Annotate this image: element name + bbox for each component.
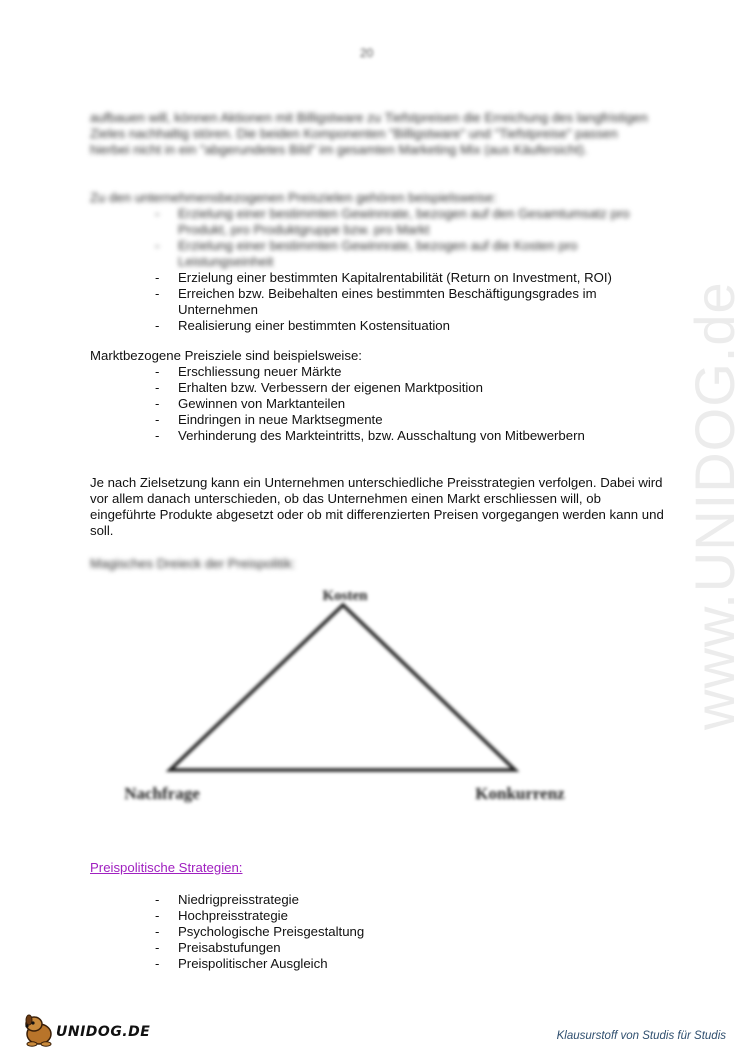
list-item bbox=[155, 956, 675, 972]
list-item bbox=[155, 908, 675, 924]
bullet-dash: - bbox=[155, 428, 160, 443]
bullet-dash: - bbox=[155, 286, 160, 301]
strategy-paragraph: Je nach Zielsetzung kann ein Unternehmen unterschiedliche Preisstrategien verfolgen. Dabei wird vor allem danach unterschieden, ob das Unternehmen einen Markt erschliessen will, ob eingeführte Produkte abgesetzt oder ob mit differenzierten Preisen vorgegangen werden kann und soll. bbox=[90, 475, 664, 538]
bullet-dash: - bbox=[155, 908, 160, 923]
list-item-text: Psychologische Preisgestaltung bbox=[178, 924, 365, 939]
list-item-text: Erzielung einer bestimmten Kapitalrentabilität (Return on Investment, ROI) bbox=[178, 270, 612, 285]
market-goals-heading: Marktbezogene Preisziele sind beispielsweise: bbox=[90, 348, 362, 363]
left-vertex-label: Nachfrage bbox=[124, 784, 200, 803]
list-item-text: Verhinderung des Markteintritts, bzw. Ausschaltung von Mitbewerbern bbox=[178, 428, 585, 443]
list-item bbox=[155, 238, 675, 270]
logo-text: UNIDOG.DE bbox=[56, 1024, 151, 1040]
list-item bbox=[155, 940, 675, 956]
list-item-text: Preisabstufungen bbox=[178, 940, 281, 955]
bullet-dash: - bbox=[155, 956, 160, 971]
triangle-shape bbox=[170, 605, 515, 770]
list-item-text: Niedrigpreisstrategie bbox=[178, 892, 299, 907]
list-item bbox=[155, 412, 675, 428]
bullet-dash: - bbox=[155, 924, 160, 939]
bullet-dash: - bbox=[155, 892, 160, 907]
company-goals-heading: Zu den unternehmensbezogenen Preiszielen gehören beispielsweise: bbox=[90, 190, 497, 205]
list-item bbox=[155, 270, 675, 286]
list-item-text: Erhalten bzw. Verbessern der eigenen Marktposition bbox=[178, 380, 483, 395]
watermark: www.UNIDOG.de bbox=[683, 281, 746, 730]
bullet-dash: - bbox=[155, 396, 160, 411]
list-item-continuation: Produkt, pro Produktgruppe bzw. pro Markt bbox=[178, 222, 430, 237]
right-vertex-label: Konkurrenz bbox=[475, 784, 565, 803]
footer-tagline: Klausurstoff von Studis für Studis bbox=[556, 1030, 726, 1042]
unidog-logo[interactable] bbox=[22, 1012, 162, 1048]
bullet-dash: - bbox=[155, 380, 160, 395]
diagram-caption: Magisches Dreieck der Preispolitik: bbox=[90, 556, 296, 571]
list-item-text: Gewinnen von Marktanteilen bbox=[178, 396, 346, 411]
list-item bbox=[155, 380, 675, 396]
bullet-dash: - bbox=[155, 238, 160, 253]
bullet-dash: - bbox=[155, 206, 160, 221]
list-item-text: Hochpreisstrategie bbox=[178, 908, 288, 923]
bullet-dash: - bbox=[155, 318, 160, 333]
company-goals-list bbox=[155, 206, 675, 334]
strategies-heading-link[interactable]: Preispolitische Strategien: bbox=[90, 860, 243, 875]
list-item bbox=[155, 892, 675, 908]
market-goals-list bbox=[155, 364, 675, 444]
list-item bbox=[155, 286, 675, 318]
list-item bbox=[155, 428, 675, 444]
bullet-dash: - bbox=[155, 940, 160, 955]
list-item-text: Erschliessung neuer Märkte bbox=[178, 364, 342, 379]
dog-mascot-icon bbox=[22, 1012, 56, 1048]
list-item-text: Erzielung einer bestimmten Gewinnrate, bezogen auf den Gesamtumsatz pro bbox=[178, 206, 630, 221]
list-item bbox=[155, 364, 675, 380]
list-item-text: Erreichen bzw. Beibehalten eines bestimmten Beschäftigungsgrades im bbox=[178, 286, 597, 301]
list-item bbox=[155, 396, 675, 412]
list-item bbox=[155, 318, 675, 334]
list-item-text: Realisierung einer bestimmten Kostensituation bbox=[178, 318, 450, 333]
bullet-dash: - bbox=[155, 270, 160, 285]
list-item bbox=[155, 924, 675, 940]
page-number: 20 bbox=[360, 46, 374, 60]
list-item bbox=[155, 206, 675, 238]
list-item-text: Erzielung einer bestimmten Gewinnrate, bezogen auf die Kosten pro bbox=[178, 238, 578, 253]
strategies-list bbox=[155, 892, 675, 972]
list-item-text: Preispolitischer Ausgleich bbox=[178, 956, 328, 971]
list-item-text: Eindringen in neue Marktsegmente bbox=[178, 412, 383, 427]
bullet-dash: - bbox=[155, 364, 160, 379]
list-item-continuation: Unternehmen bbox=[178, 302, 258, 317]
magic-triangle-diagram bbox=[100, 580, 590, 815]
list-item-continuation: Leistungseinheit bbox=[178, 254, 274, 269]
top-vertex-label: Kosten bbox=[322, 588, 368, 604]
intro-paragraph: aufbauen will, können Aktionen mit Billigstware zu Tiefstpreisen die Erreichung des langfristigen Zieles nachhaltig stören. Die beiden Komponenten "Billigstware" und "Tiefstpreise" passen hierbei nicht in ein "abgerundetes Bild" im gesamten Marketing Mix (aus Käufersicht). bbox=[90, 110, 648, 157]
bullet-dash: - bbox=[155, 412, 160, 427]
